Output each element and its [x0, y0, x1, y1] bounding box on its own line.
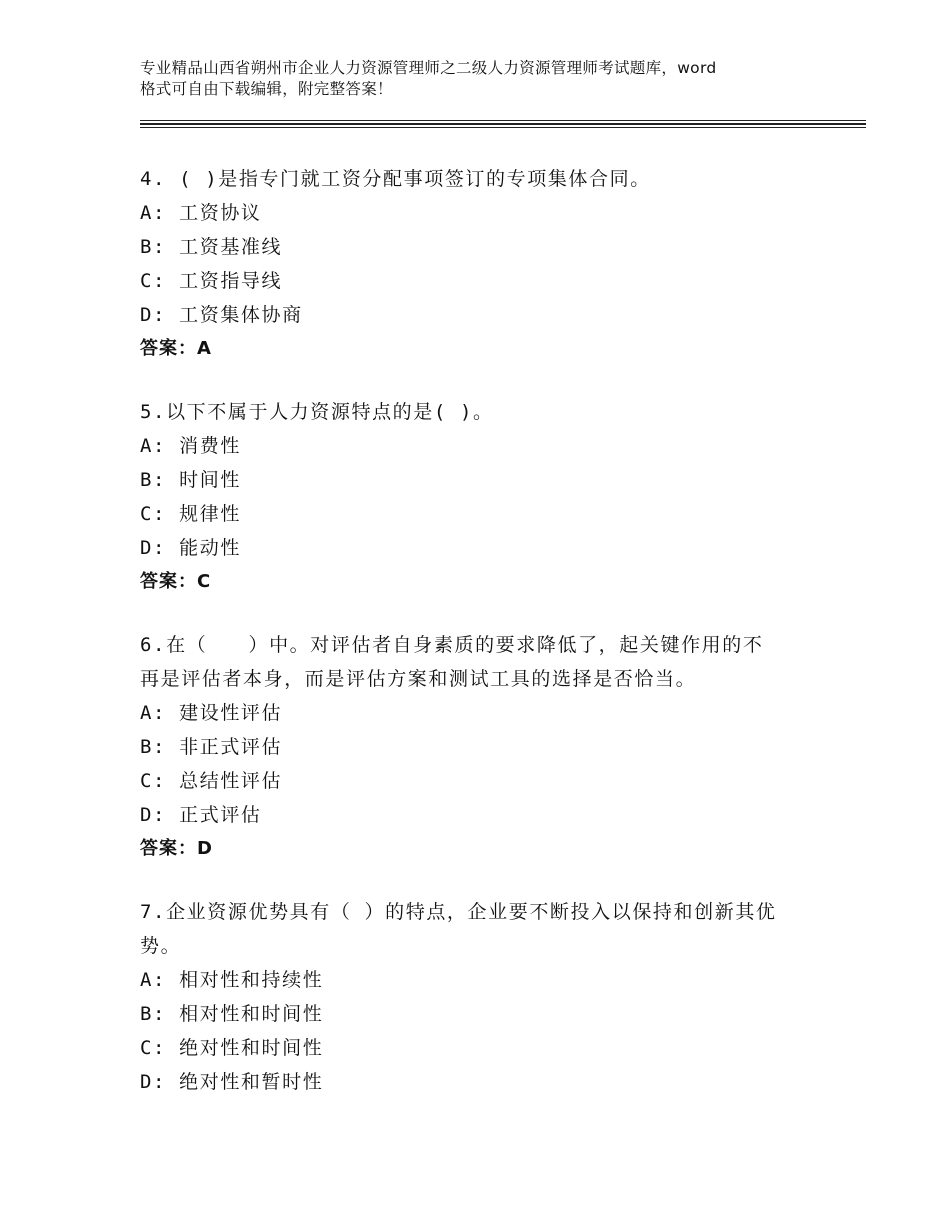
option-d: D: 绝对性和暂时性 — [140, 1071, 324, 1093]
question-5 — [140, 395, 820, 599]
question-4 — [140, 162, 820, 366]
option-d: D: 工资集体协商 — [140, 304, 303, 326]
option-b: B: 工资基准线 — [140, 236, 283, 258]
answer-label: 答案：A — [140, 338, 212, 359]
answer-label: 答案：D — [140, 838, 213, 859]
header-title-line-1: 专业精品山西省朔州市企业人力资源管理师之二级人力资源管理师考试题库，word — [140, 59, 717, 77]
option-c: C: 工资指导线 — [140, 270, 283, 292]
option-a: A: 消费性 — [140, 435, 241, 457]
option-c: C: 绝对性和时间性 — [140, 1037, 324, 1059]
question-text: 4. ( )是指专门就工资分配事项签订的专项集体合同。 — [140, 168, 651, 190]
answer-label: 答案：C — [140, 571, 212, 592]
option-b: B: 相对性和时间性 — [140, 1003, 324, 1025]
question-6 — [140, 628, 820, 866]
option-a: A: 建设性评估 — [140, 702, 283, 724]
question-text-line-2: 再是评估者本身，而是评估方案和测试工具的选择是否恰当。 — [140, 668, 697, 690]
option-b: B: 非正式评估 — [140, 736, 283, 758]
question-text-line-1: 6.在（ ）中。对评估者自身素质的要求降低了，起关键作用的不 — [140, 634, 764, 656]
option-d: D: 正式评估 — [140, 804, 262, 826]
option-a: A: 相对性和持续性 — [140, 969, 324, 991]
option-c: C: 总结性评估 — [140, 770, 283, 792]
option-c: C: 规律性 — [140, 503, 241, 525]
question-text-line-2: 势。 — [140, 935, 182, 957]
question-text-line-1: 7.企业资源优势具有（ ）的特点，企业要不断投入以保持和创新其优 — [140, 901, 777, 923]
option-d: D: 能动性 — [140, 537, 241, 559]
document-header — [140, 58, 830, 100]
question-list — [140, 162, 820, 1128]
header-divider-thin-top — [140, 120, 866, 121]
question-7 — [140, 895, 820, 1099]
option-a: A: 工资协议 — [140, 202, 262, 224]
header-divider-thin-bottom — [140, 127, 866, 128]
question-text: 5.以下不属于人力资源特点的是( )。 — [140, 401, 494, 423]
option-b: B: 时间性 — [140, 469, 241, 491]
header-title-line-2: 格式可自由下载编辑，附完整答案！ — [140, 80, 393, 98]
header-divider-thick — [140, 123, 866, 125]
